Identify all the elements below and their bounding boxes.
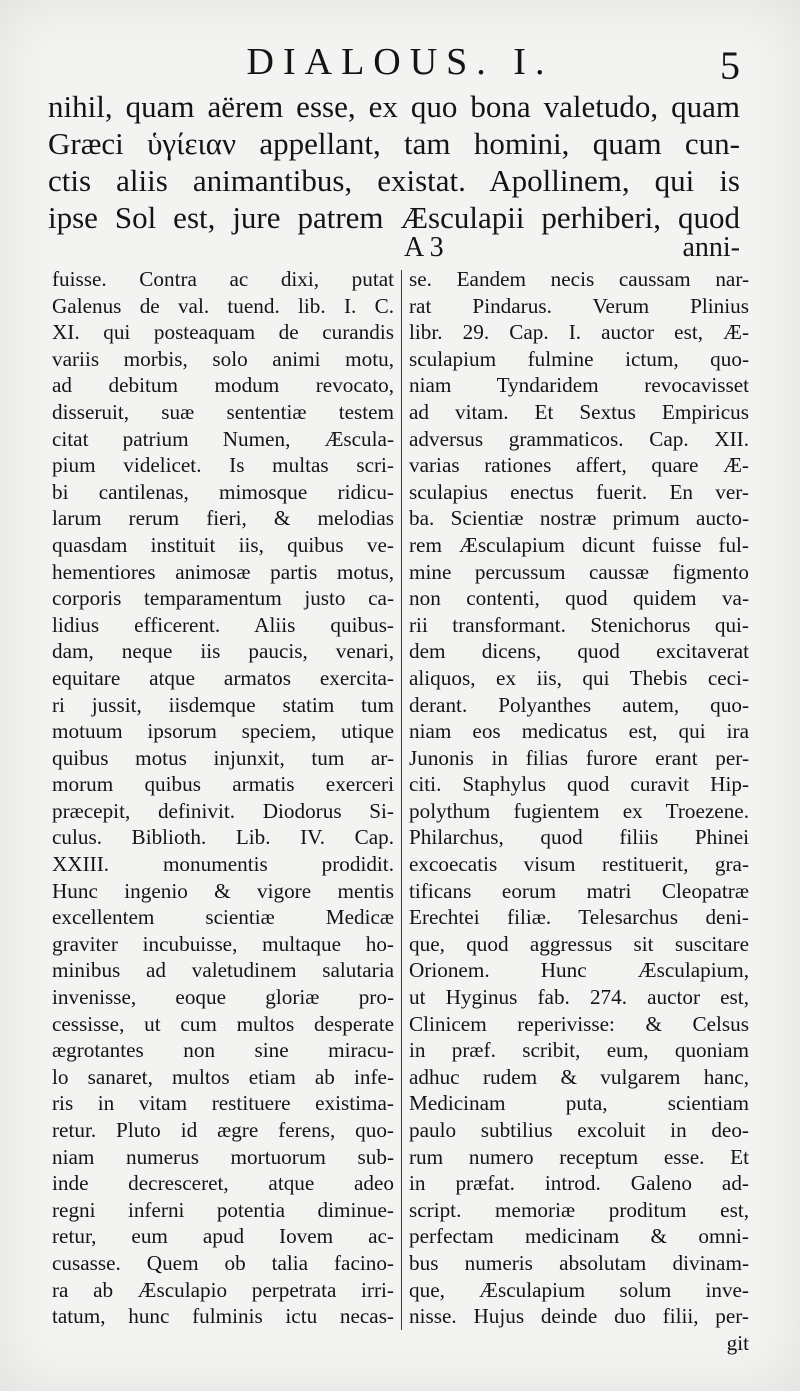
column-line: retur. Pluto id ægre ferens, quo- [52,1118,394,1142]
column-line: que, quod aggressus sit suscitare [409,931,749,956]
text-line: ipse Sol est, jure patrem Æsculapii perhiberi, quod [48,200,740,235]
column-line: paulo subtilius excoluit in deo- [409,1118,749,1142]
column-line: adversus grammaticos. Cap. XII. [409,426,749,451]
column-line: fuisse. Contra ac dixi, putat [52,267,394,291]
column-line: niam numerus mortuorum sub- [52,1144,394,1169]
column-line: adhuc rudem & vulgarem hanc, [409,1064,749,1089]
column-line: Orionem. Hunc Æsculapium, [409,958,749,983]
column-line: ris in vitam restituere existima- [52,1091,394,1116]
column-line: aliquos, ex iis, qui Thebis ceci- [409,665,749,690]
column-line: derant. Polyanthes autem, quo- [409,692,749,717]
column-line: rii transformant. Stenichorus qui- [409,612,749,637]
column-line: graviter incubuisse, multaque ho- [52,931,394,956]
column-line: ægrotantes non sine miracu- [52,1038,394,1063]
column-line: ra ab Æsculapio perpetrata irri- [52,1277,394,1302]
column-line: hementiores animosæ partis motus, [52,559,394,584]
column-line: ad debitum modum revocato, [52,373,394,398]
column-line: invenisse, eoque gloriæ pro- [52,985,394,1010]
column-line: ri jussit, iisdemque statim tum [52,692,394,717]
column-line: tificans eorum matri Cleopatræ [409,878,749,903]
column-line: varias rationes affert, quare Æ- [409,453,749,478]
column-line: sculapius enectus fuerit. En ver- [409,479,749,504]
column-line: equitare atque armatos exercita- [52,665,394,690]
column-line: quibus motus injunxit, tum ar- [52,745,394,770]
running-head: DIALOUS. I. [246,41,554,83]
signature-line [404,232,740,268]
column-line: excoecatis visum restituerit, gra- [409,852,749,877]
column-line: retur, eum apud Iovem ac- [52,1224,394,1249]
column-line: XI. qui posteaquam de curandis [52,320,394,345]
column-line: dem dicens, quod excitaverat [409,639,749,664]
column-line: quasdam instituit iis, quibus ve- [52,532,394,557]
column-line: que, Æsculapium solum inve- [409,1277,749,1302]
column-line: mine percussum caussæ figmento [409,559,749,584]
column-line: se. Eandem necis caussam nar- [409,267,749,291]
text-line: ctis aliis animantibus, existat. Apollinem, qui is [48,163,740,198]
column-line: inde decresceret, atque adeo [52,1171,394,1196]
left-column [52,266,394,1330]
catchword-bottom: git [726,1330,749,1355]
column-line: ad vitam. Et Sextus Empiricus [409,399,749,424]
column-line: disseruit, suæ sententiæ testem [52,399,394,424]
column-line: bus numeris absolutam divinam- [409,1250,749,1275]
column-line: in præfat. introd. Galeno ad- [409,1171,749,1196]
column-line: citi. Staphylus quod curavit Hip- [409,772,749,797]
column-line: niam Tyndaridem revocavisset [409,373,749,398]
column-line: cessisse, ut cum multos desperate [52,1011,394,1036]
column-line: Junonis in filias furore erant per- [409,745,749,770]
column-line: XXIII. monumentis prodidit. [52,852,394,877]
column-line: morum quibus armatis exerceri [52,772,394,797]
column-line: motuum ipsorum speciem, utique [52,719,394,744]
column-line: niam eos medicatus est, qui ira [409,719,749,744]
column-line: ba. Scientiæ nostræ primum aucto- [409,506,749,531]
page-header [0,34,800,94]
column-line: pium videlicet. Is multas scri- [52,453,394,478]
column-line: libr. 29. Cap. I. auctor est, Æ- [409,320,749,345]
column-line: rum numero receptum esse. Et [409,1144,749,1169]
full-width-text [48,88,740,236]
column-line: nisse. Hujus deinde duo filii, per- [409,1304,749,1329]
column-line: larum rerum fieri, & melodias [52,506,394,531]
text-line: Græci ὑγίειαν appellant, tam homini, quam cun- [48,126,740,161]
column-line: bi cantilenas, mimosque ridicu- [52,479,394,504]
signature-mark: A 3 [404,232,444,263]
column-line: tatum, hunc fulminis ictu necas- [52,1304,394,1329]
text-line: nihil, quam aërem esse, ex quo bona valetudo, quam [48,89,740,124]
page-number: 5 [720,43,740,88]
column-line: Galenus de val. tuend. lib. I. C. [52,293,394,318]
column-line: lidius efficerent. Aliis quibus- [52,612,394,637]
column-line: ut Hyginus fab. 274. auctor est, [409,985,749,1010]
column-line: perfectam medicinam & omni- [409,1224,749,1249]
column-line: citat patrium Numen, Æscula- [52,426,394,451]
column-line: regni inferni potentia diminue- [52,1197,394,1222]
catchword-top: anni- [682,232,740,263]
column-line: culus. Biblioth. Lib. IV. Cap. [52,825,394,850]
column-line: script. memoriæ proditum est, [409,1197,749,1222]
column-line: cusasse. Quem ob talia facino- [52,1250,394,1275]
column-line: Erechtei filiæ. Telesarchus deni- [409,905,749,930]
column-line: Clinicem reperivisse: & Celsus [409,1011,749,1036]
column-rule [401,270,402,1330]
column-line: præcepit, definivit. Diodorus Si- [52,798,394,823]
column-line: in præf. scribit, eum, quoniam [409,1038,749,1063]
column-line: Philarchus, quod filiis Phinei [409,825,749,850]
column-line: rat Pindarus. Verum Plinius [409,293,749,318]
column-line: sculapium fulmine ictum, quo- [409,346,749,371]
column-line: Hunc ingenio & vigore mentis [52,878,394,903]
column-line: non contenti, quod quidem va- [409,586,749,611]
column-line: lo sanaret, multos etiam ab infe- [52,1064,394,1089]
right-column [409,266,749,1356]
column-line: Medicinam puta, scientiam [409,1091,749,1116]
column-line: minibus ad valetudinem salutaria [52,958,394,983]
column-line: polythum fugientem ex Troezene. [409,798,749,823]
column-line: dam, neque iis paucis, venari, [52,639,394,664]
column-line: variis morbis, solo animi motu, [52,346,394,371]
column-line: excellentem scientiæ Medicæ [52,905,394,930]
column-line: corporis temparamentum justo ca- [52,586,394,611]
column-line: rem Æsculapium dicunt fuisse ful- [409,532,749,557]
